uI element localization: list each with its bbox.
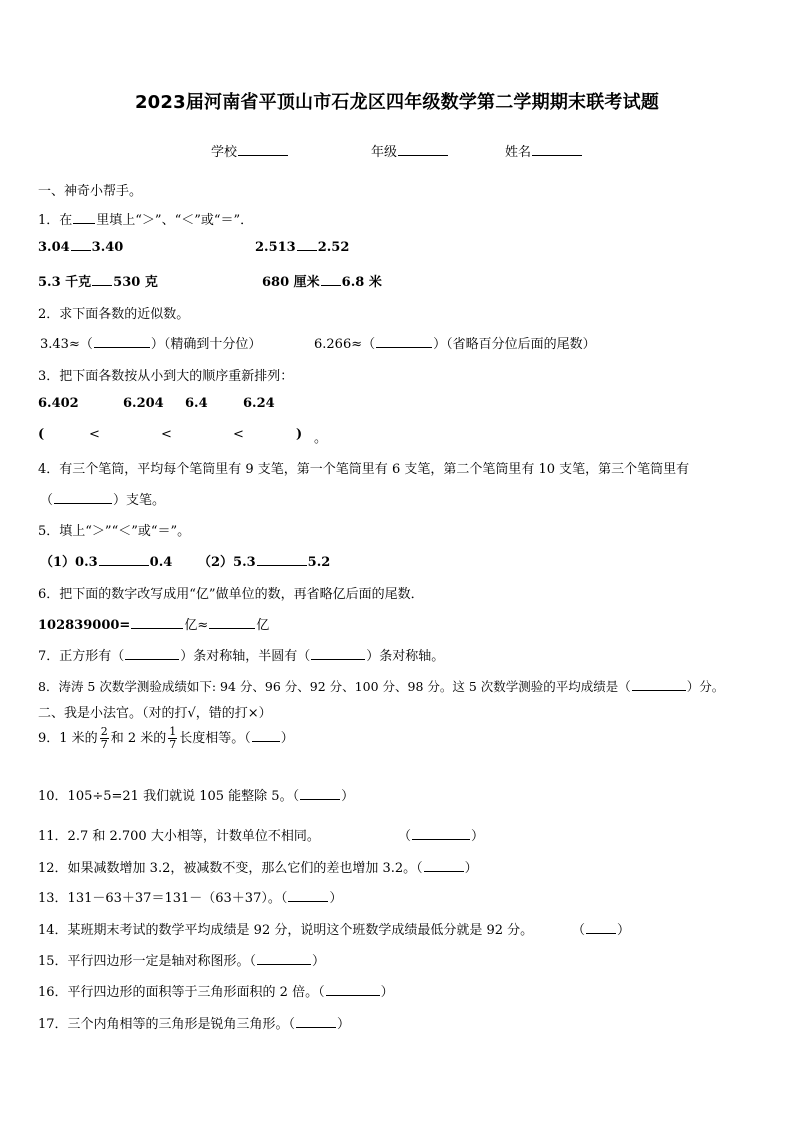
q1-stem-a: 1．在 [38, 213, 73, 228]
q1-r1b-left: 2.513 [255, 240, 296, 255]
q11-answer [398, 825, 484, 844]
q10-a: 10．105÷5=21 我们就说 105 能整除 5。（ [38, 789, 300, 804]
q17-b: ） [337, 1017, 351, 1032]
q4-open: （ [40, 493, 54, 508]
q5-b [198, 551, 330, 570]
q1-row2a [38, 271, 158, 290]
q5-b-right: 5.2 [307, 555, 331, 570]
name-label: 姓名 [505, 145, 532, 160]
answer-blank[interactable] [297, 249, 317, 251]
fraction-denominator: 7 [100, 738, 108, 751]
q6-number: 102839000= [38, 618, 131, 633]
q12-b: ） [464, 861, 478, 876]
answer-blank[interactable] [311, 658, 365, 660]
q5-a [40, 551, 172, 570]
q7-b: ）条对称轴，半圆有（ [180, 649, 311, 664]
q15-a: 15．平行四边形一定是轴对称图形。（ [38, 954, 257, 969]
q7-a: 7．正方形有（ [38, 649, 125, 664]
q9 [38, 726, 294, 751]
q3-close-paren: ) [296, 427, 303, 442]
q9-d: ） [280, 731, 294, 746]
q1-r1a-left: 3.04 [38, 240, 70, 255]
q1-stem-blank [73, 222, 95, 224]
q2-a-num: 3.43≈（ [40, 337, 93, 352]
answer-blank[interactable] [209, 627, 255, 629]
fraction-numerator: 1 [169, 725, 177, 738]
q1-r1a-right: 3.40 [91, 240, 124, 255]
q1-r2a-right: 530 克 [113, 275, 158, 290]
q3-num-3: 6.4 [185, 396, 208, 411]
q2-a-tail: ）（精确到十分位） [150, 337, 262, 352]
q11-c: ） [471, 829, 485, 844]
q8-a: 8．涛涛 5 次数学测验成绩如下: 94 分、96 分、92 分、100 分、98 分。这 5 次数学测验的平均成绩是（ [38, 679, 631, 694]
q1-stem-b: 里填上“＞”、“＜”或“＝”． [96, 213, 254, 228]
answer-blank[interactable] [300, 798, 340, 800]
q9-b: 和 2 米的 [110, 731, 167, 746]
q16 [38, 981, 394, 1000]
q12-a: 12．如果减数增加 3.2，被减数不变，那么它们的差也增加 3.2。（ [38, 861, 423, 876]
answer-blank[interactable] [125, 658, 179, 660]
q13-a: 13．131－63＋37＝131－（63＋37）。（ [38, 891, 288, 906]
answer-blank[interactable] [131, 627, 183, 629]
fraction-1-7 [168, 726, 177, 751]
q16-b: ） [380, 985, 394, 1000]
q2-b [314, 333, 596, 352]
q1-row1a [38, 240, 123, 255]
q6-answer [38, 614, 269, 633]
answer-blank[interactable] [326, 994, 380, 996]
q5-a-right: 0.4 [149, 555, 173, 570]
q4-line1: 4．有三个笔筒，平均每个笔筒里有 9 支笔，第一个笔筒里有 6 支笔，第二个笔筒里有 10 支笔，第三个笔筒里有 [38, 462, 690, 477]
q14-b: （ [572, 923, 586, 938]
q11: 11．2.7 和 2.700 大小相等，计数单位不相同。 [38, 829, 320, 844]
q5-a-left: （1）0.3 [40, 555, 98, 570]
q1-row2b [262, 271, 382, 290]
q5-stem: 5．填上“＞”“＜”或“＝”。 [38, 524, 191, 539]
q4-close: ）支笔。 [113, 493, 166, 508]
section-2-heading: 二、我是小法官。（对的打√，错的打×） [38, 706, 272, 721]
q1-row1b [255, 240, 349, 255]
answer-blank[interactable] [632, 689, 686, 691]
answer-blank[interactable] [424, 870, 464, 872]
answer-blank[interactable] [257, 963, 311, 965]
q14: 14．某班期末考试的数学平均成绩是 92 分，说明这个班数学成绩最低分就是 92 分。 [38, 923, 534, 938]
q13 [38, 887, 342, 906]
grade-label: 年级 [371, 145, 398, 160]
q1-r1b-right: 2.52 [317, 240, 350, 255]
q3-stem: 3．把下面各数按从小到大的顺序重新排列： [38, 369, 294, 384]
q15 [38, 950, 325, 969]
grade-blank[interactable] [398, 154, 448, 156]
answer-blank[interactable] [99, 564, 149, 566]
answer-blank[interactable] [586, 932, 616, 934]
q6-yi-approx: 亿≈ [184, 618, 209, 633]
q2-b-tail: ）（省略百分位后面的尾数） [433, 337, 596, 352]
q14-c: ） [617, 923, 631, 938]
q10 [38, 785, 354, 804]
page-title: 2023届河南省平顶山市石龙区四年级数学第二学期期末联考试题 [134, 92, 660, 113]
q7-c: ）条对称轴。 [366, 649, 445, 664]
q3-lt-3: < [233, 427, 244, 442]
q6-stem: 6．把下面的数字改写成用“亿”做单位的数，再省略亿后面的尾数． [38, 587, 424, 602]
fraction-2-7 [100, 726, 109, 751]
q3-lt-2: < [161, 427, 172, 442]
q15-b: ） [312, 954, 326, 969]
school-blank[interactable] [238, 154, 288, 156]
fraction-denominator: 7 [169, 738, 177, 751]
q2-b-num: 6.266≈（ [314, 337, 376, 352]
q10-b: ） [341, 789, 355, 804]
q17-a: 17．三个内角相等的三角形是锐角三角形。（ [38, 1017, 296, 1032]
answer-blank[interactable] [54, 502, 112, 504]
school-label: 学校 [211, 145, 238, 160]
q3-num-1: 6.402 [38, 396, 79, 411]
fraction-numerator: 2 [100, 725, 108, 738]
answer-blank[interactable] [257, 564, 307, 566]
answer-blank[interactable] [376, 346, 432, 348]
grade-field[interactable] [371, 141, 449, 160]
q17 [38, 1013, 350, 1032]
q12 [38, 857, 478, 876]
answer-blank[interactable] [252, 740, 280, 742]
q13-b: ） [329, 891, 343, 906]
q6-yi: 亿 [256, 618, 270, 633]
q1-stem [38, 209, 253, 228]
q2-a [40, 333, 261, 352]
school-field[interactable] [211, 141, 289, 160]
q9-a: 9．1 米的 [38, 731, 98, 746]
q7 [38, 645, 444, 664]
q1-r2b-right: 6.8 米 [341, 275, 382, 290]
answer-blank[interactable] [296, 1026, 336, 1028]
q8 [38, 677, 724, 695]
q9-c: 长度相等。（ [179, 731, 251, 746]
q16-a: 16．平行四边形的面积等于三角形面积的 2 倍。（ [38, 985, 325, 1000]
name-field[interactable] [505, 141, 583, 160]
answer-blank[interactable] [92, 284, 112, 286]
answer-blank[interactable] [71, 249, 91, 251]
answer-blank[interactable] [288, 900, 328, 902]
answer-blank[interactable] [412, 838, 470, 840]
q3-num-2: 6.204 [123, 396, 164, 411]
q8-b: ）分。 [686, 679, 725, 694]
q3-num-4: 6.24 [243, 396, 275, 411]
answer-blank[interactable] [94, 346, 150, 348]
q3-open-paren: ( [38, 427, 45, 442]
q1-r2a-left: 5.3 千克 [38, 275, 92, 290]
answer-blank[interactable] [321, 284, 341, 286]
q3-lt-1: < [89, 427, 100, 442]
q4-line2 [40, 489, 165, 508]
q14-answer [572, 919, 630, 938]
q3-period: 。 [314, 431, 328, 446]
name-blank[interactable] [532, 154, 582, 156]
section-1-heading: 一、神奇小帮手。 [38, 184, 143, 199]
q5-b-left: （2）5.3 [198, 555, 256, 570]
q11-b: （ [398, 829, 412, 844]
q1-r2b-left: 680 厘米 [262, 275, 320, 290]
q2-stem: 2．求下面各数的近似数。 [38, 307, 190, 322]
